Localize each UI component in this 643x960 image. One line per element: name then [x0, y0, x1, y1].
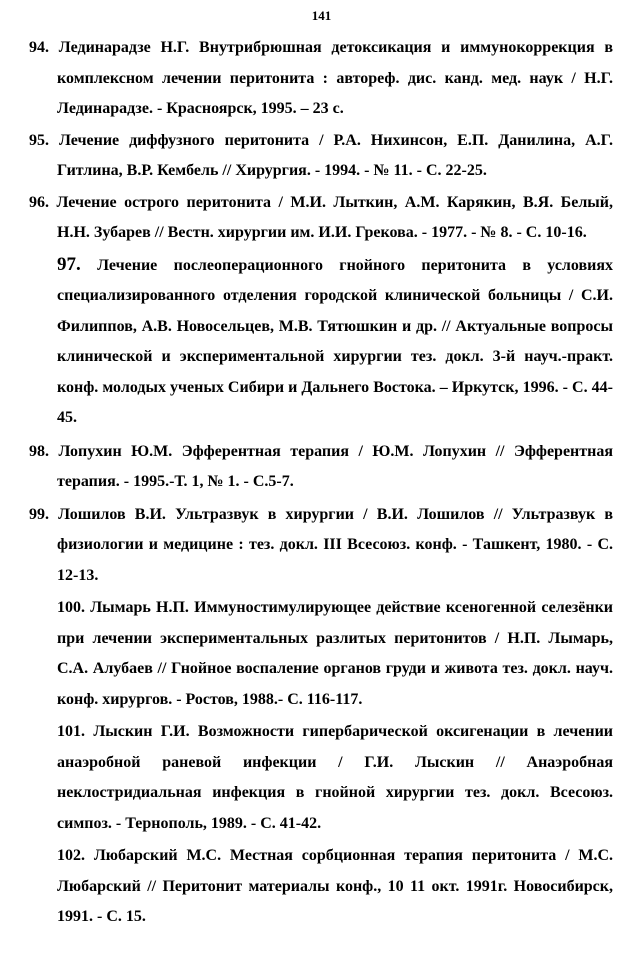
reference-number: 102.	[57, 847, 85, 864]
reference-text: Лопухин Ю.М. Эфферентная терапия / Ю.М. Лопухин // Эфферентная терапия. - 1995.-Т. 1, № 1. - С.5-7.	[57, 442, 614, 490]
reference-text: Лечение диффузного перитонита / Р.А. Нихинсон, Е.П. Данилина, А.Г. Гитлина, В.Р. Кембель // Хирургия. - 1994. - № 11. - С. 22-25.	[57, 131, 613, 179]
reference-text: Лыскин Г.И. Возможности гипербарической оксигенации в лечении анаэробной раневой инфекции / Г.И. Лыскин // Анаэробная неклостридиальная инфекция в гнойной хирургии тез. докл. Всесоюз. симпоз. - Тернополь, 1989. - С. 41-42.	[57, 723, 614, 832]
reference-number: 100.	[57, 599, 85, 616]
reference-item-96	[29, 188, 613, 249]
page-number: 141	[311, 8, 332, 23]
reference-item-98	[29, 437, 613, 498]
reference-text: Лошилов В.И. Ультразвук в хирургии / В.И. Лошилов // Ультразвук в физиологии и медицине : тез. докл. III Всесоюз. конф. - Ташкент, 1980. - С. 12-13.	[57, 505, 614, 584]
reference-text: Лединарадзе Н.Г. Внутрибрюшная детоксикация и иммунокоррекция в комплексном лечении перитонита : автореф. дис. канд. мед. наук / Н.Г. Лединарадзе. - Красноярск, 1995. – 23 с.	[57, 39, 614, 117]
reference-item-102	[29, 841, 613, 933]
reference-item-94	[29, 33, 613, 125]
reference-number: 97.	[57, 253, 81, 275]
reference-number: 94.	[29, 39, 49, 56]
reference-number: 99.	[29, 505, 49, 523]
reference-text: Любарский М.С. Местная сорбционная терапия перитонита / М.С. Любарский // Перитонит материалы конф., 10 11 окт. 1991г. Новосибирск, 1991. - С. 15.	[57, 847, 614, 925]
reference-list	[29, 33, 613, 933]
reference-item-95	[29, 126, 613, 187]
reference-number: 98.	[29, 442, 49, 460]
reference-text: Лымарь Н.П. Иммуностимулирующее действие ксеногенной селезёнки при лечении экспериментальных разлитых перитонитов / Н.П. Лымарь, С.А. Алубаев // Гнойное воспаление органов груди и живота тез. докл. науч. конф. хирургов. - Ростов, 1988.- С. 116-117.	[57, 599, 614, 708]
reference-item-99	[29, 500, 613, 592]
reference-item-101	[29, 717, 613, 839]
reference-number: 96.	[29, 193, 49, 211]
reference-number: 101.	[57, 723, 85, 740]
reference-item-100	[29, 593, 613, 715]
reference-text: Лечение послеоперационного гнойного перитонита в условиях специализированного отделения городской клинической больницы / С.И. Филиппов, А.В. Новосельцев, М.В. Тятюшкин и др. // Актуальные вопросы клинической и экспериментальной хирургии тез. докл. 3-й науч.-практ. конф. молодых ученых Сибири и Дальнего Востока. – Иркутск, 1996. - С. 44-45.	[57, 256, 614, 426]
reference-number: 95.	[29, 131, 49, 149]
reference-text: Лечение острого перитонита / М.И. Лыткин, А.М. Карякин, В.Я. Белый, Н.Н. Зубарев // Вестн. хирургии им. И.И. Грекова. - 1977. - № 8. - С. 10-16.	[56, 193, 614, 241]
reference-item-97	[29, 250, 613, 434]
